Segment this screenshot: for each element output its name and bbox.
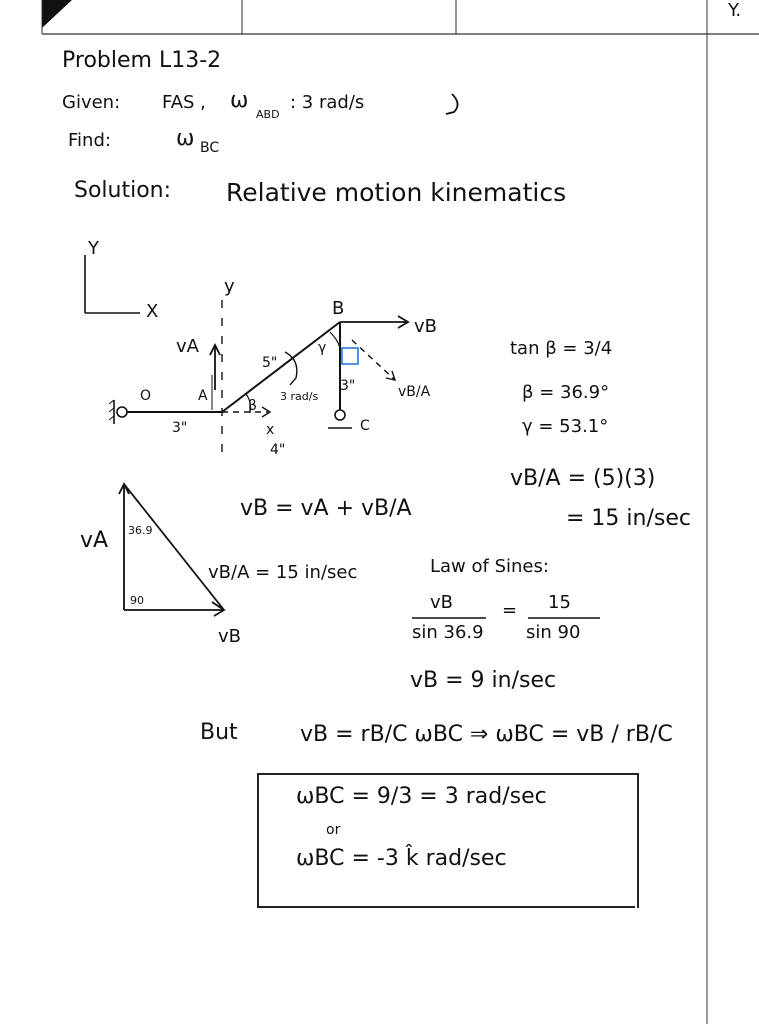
gamma-value: γ = 53.1° xyxy=(522,416,609,437)
vBA-result: = 15 in/sec xyxy=(566,506,691,531)
answer-box-bottom xyxy=(257,906,635,908)
gamma-label: γ xyxy=(318,340,327,356)
solution-label: Solution: xyxy=(74,178,172,203)
beta-label: β xyxy=(248,398,257,414)
answer-or: or xyxy=(326,822,341,838)
los-den-left: sin 36.9 xyxy=(412,622,484,643)
los-num-right: 15 xyxy=(548,592,571,613)
beta-value: β = 36.9° xyxy=(522,382,610,403)
axis-y-label: y xyxy=(224,276,235,297)
axis-Y-label: Y xyxy=(88,238,99,259)
corner-mark: Y. xyxy=(728,0,742,21)
answer-line1: ωBC = 9/3 = 3 rad/sec xyxy=(296,784,547,809)
triangle-vA-label: vA xyxy=(80,528,109,553)
vBA-label: vB/A xyxy=(398,384,431,400)
los-num-left: vB xyxy=(430,592,454,613)
label-O: O xyxy=(140,388,152,404)
vector-equation: vB = vA + vB/A xyxy=(240,496,412,521)
tan-beta: tan β = 3/4 xyxy=(510,338,613,359)
dim-3in-left: 3" xyxy=(172,420,188,436)
solution-text: Relative motion kinematics xyxy=(226,178,567,207)
vA-label: vA xyxy=(176,336,199,357)
los-den-right: sin 90 xyxy=(526,622,581,643)
find-subscript: BC xyxy=(200,140,220,156)
triangle-vBA-label: vB/A = 15 in/sec xyxy=(208,562,358,583)
given-value: : 3 rad/s xyxy=(290,92,365,113)
axis-X-label: X xyxy=(146,301,159,322)
los-equals: = xyxy=(502,600,518,621)
dim-3in-right: 3" xyxy=(340,378,356,394)
dim-4in: 4" xyxy=(270,442,286,458)
vB-label: vB xyxy=(414,316,438,337)
axis-x-label: x xyxy=(266,422,275,438)
label-B: B xyxy=(332,298,345,319)
answer-line2: ωBC = -3 k̂ rad/sec xyxy=(296,846,507,871)
find-omega: ω xyxy=(176,126,195,151)
omega-symbol: ω xyxy=(230,88,249,113)
label-C: C xyxy=(360,418,370,434)
but-label: But xyxy=(200,720,238,745)
triangle-vB-label: vB xyxy=(218,626,242,647)
given-label: Given: xyxy=(62,92,121,113)
given-text: FAS , xyxy=(162,92,206,113)
omega-subscript: ABD xyxy=(256,108,280,121)
triangle-angle-bottom: 90 xyxy=(130,594,144,607)
label-A: A xyxy=(198,388,208,404)
find-label: Find: xyxy=(68,130,111,151)
law-of-sines-title: Law of Sines: xyxy=(430,556,549,577)
dim-5in: 5" xyxy=(262,355,278,371)
problem-title: Problem L13-2 xyxy=(62,48,222,73)
but-equation: vB = rB/C ωBC ⇒ ωBC = vB / rB/C xyxy=(300,722,673,747)
omega-fraction: 3 rad/s xyxy=(280,390,319,403)
triangle-angle-top: 36.9 xyxy=(128,524,153,537)
vBA-equation: vB/A = (5)(3) xyxy=(510,466,656,491)
vB-result: vB = 9 in/sec xyxy=(410,668,557,693)
